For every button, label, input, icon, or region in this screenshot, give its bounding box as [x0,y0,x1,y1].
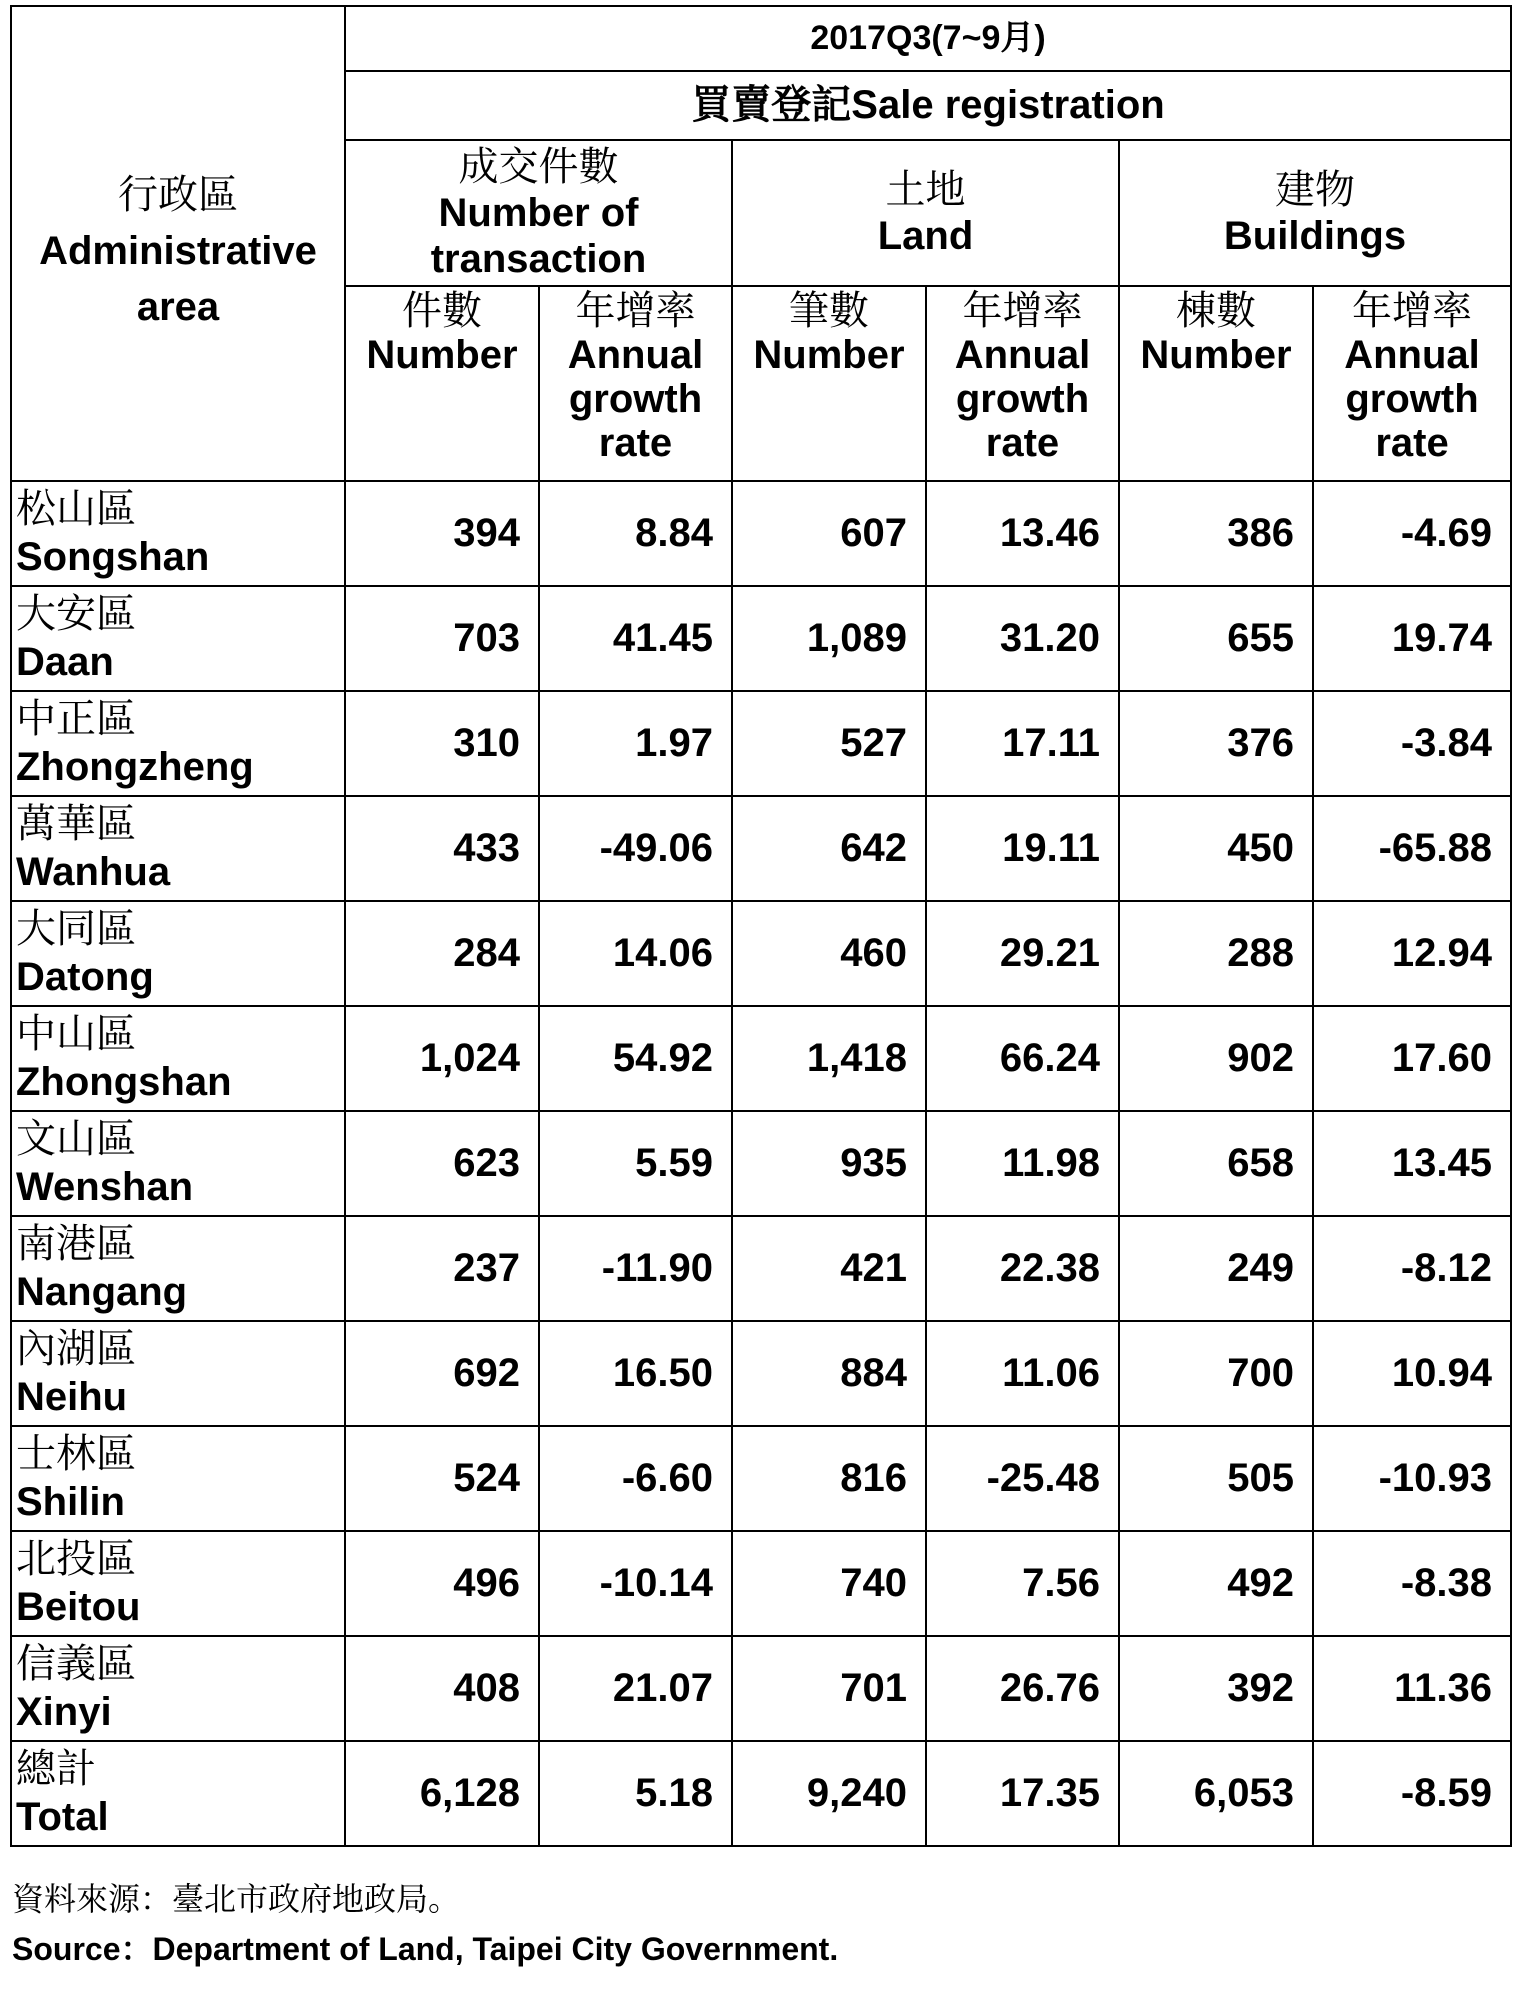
land-growth-cell: 13.46 [926,481,1119,586]
buildings-header-en: Buildings [1223,214,1407,258]
area-name-zh: 文山區 [16,1117,136,1162]
transactions-number-header [345,286,539,481]
transactions-header-en-1: Number of [438,191,639,235]
transactions-growth-cell: -10.14 [539,1531,732,1636]
buildings-number-cell: 658 [1119,1111,1313,1216]
subheader-zh: 件數 [402,289,482,333]
area-name-en: Wenshan [16,1164,194,1209]
land-number-cell: 421 [732,1216,926,1321]
source-note-zh: 資料來源：臺北市政府地政局。 [12,1881,461,1917]
sale-registration-table [10,5,1512,1847]
table-row [11,901,1511,1006]
land-number-cell: 701 [732,1636,926,1741]
transactions-growth-cell: -6.60 [539,1426,732,1531]
transactions-header-en-2: transaction [430,237,647,281]
buildings-number-cell: 450 [1119,796,1313,901]
land-growth-cell: 11.06 [926,1321,1119,1426]
area-name-zh: 南港區 [16,1222,136,1267]
table-row [11,796,1511,901]
area-name-en: Xinyi [16,1689,112,1734]
land-number-cell: 460 [732,901,926,1006]
buildings-number-cell: 392 [1119,1636,1313,1741]
land-growth-cell: -25.48 [926,1426,1119,1531]
buildings-number-cell: 6,053 [1119,1741,1313,1846]
transactions-growth-cell: 5.18 [539,1741,732,1846]
buildings-growth-cell: 12.94 [1313,901,1511,1006]
area-name-zh: 大安區 [16,592,136,637]
subheader-en: rate [1375,421,1449,465]
buildings-growth-cell: -8.38 [1313,1531,1511,1636]
transactions-growth-cell: 54.92 [539,1006,732,1111]
area-name-zh: 松山區 [16,487,136,532]
transactions-number-cell: 408 [345,1636,539,1741]
buildings-growth-header [1313,286,1511,481]
transactions-number-cell: 703 [345,586,539,691]
transactions-number-cell: 623 [345,1111,539,1216]
subheader-en: Annual [1344,333,1480,377]
buildings-growth-cell: -8.59 [1313,1741,1511,1846]
area-name-zh: 北投區 [16,1537,136,1582]
transactions-growth-cell: 21.07 [539,1636,732,1741]
land-number-cell: 740 [732,1531,926,1636]
subheader-en: growth [955,377,1090,421]
statistics-sheet [10,5,1510,1847]
area-column-header [11,6,345,481]
area-name-en: Neihu [16,1374,128,1419]
buildings-header-zh: 建物 [1275,168,1356,212]
buildings-number-cell: 249 [1119,1216,1313,1321]
land-growth-cell: 19.11 [926,796,1119,901]
transactions-number-cell: 394 [345,481,539,586]
transactions-growth-cell: 8.84 [539,481,732,586]
land-growth-cell: 22.38 [926,1216,1119,1321]
table-row [11,1111,1511,1216]
area-name-en: Shilin [16,1479,125,1524]
area-name-en: Daan [16,639,114,684]
land-number-cell: 884 [732,1321,926,1426]
table-row [11,691,1511,796]
land-growth-cell: 11.98 [926,1111,1119,1216]
area-name-en: Total [16,1794,109,1839]
buildings-group-header [1119,140,1511,286]
area-name-en: Wanhua [16,849,171,894]
area-cell [11,1321,345,1426]
transactions-growth-cell: 16.50 [539,1321,732,1426]
area-cell [11,1216,345,1321]
table-row [11,1321,1511,1426]
land-growth-cell: 31.20 [926,586,1119,691]
subheader-en: rate [985,421,1060,465]
buildings-growth-cell: 10.94 [1313,1321,1511,1426]
transactions-number-cell: 524 [345,1426,539,1531]
buildings-number-cell: 902 [1119,1006,1313,1111]
area-cell [11,1006,345,1111]
transactions-number-cell: 284 [345,901,539,1006]
subheader-en: Number [1140,333,1292,377]
land-group-header [732,140,1119,286]
buildings-growth-cell: -10.93 [1313,1426,1511,1531]
registration-header: 買賣登記Sale registration [345,71,1511,140]
area-name-zh: 大同區 [16,907,136,952]
land-header-en: Land [877,214,974,258]
subheader-zh: 年增率 [1352,289,1473,333]
transactions-number-cell: 237 [345,1216,539,1321]
area-header-zh: 行政區 [118,173,238,217]
table-row [11,586,1511,691]
table-row [11,1216,1511,1321]
subheader-zh: 棟數 [1176,289,1256,333]
land-growth-cell: 17.35 [926,1741,1119,1846]
area-cell [11,1426,345,1531]
area-name-zh: 信義區 [16,1642,136,1687]
area-name-zh: 中山區 [16,1012,136,1057]
buildings-number-cell: 386 [1119,481,1313,586]
land-growth-cell: 26.76 [926,1636,1119,1741]
area-name-en: Songshan [16,534,210,579]
subheader-en: Annual [954,333,1091,377]
table-row [11,1426,1511,1531]
area-cell [11,1531,345,1636]
buildings-number-cell: 376 [1119,691,1313,796]
area-name-zh: 中正區 [16,697,136,742]
area-name-zh: 士林區 [16,1432,136,1477]
transactions-number-cell: 433 [345,796,539,901]
land-number-cell: 1,418 [732,1006,926,1111]
transactions-growth-cell: 41.45 [539,586,732,691]
buildings-number-header [1119,286,1313,481]
transactions-growth-cell: 5.59 [539,1111,732,1216]
land-number-cell: 9,240 [732,1741,926,1846]
transactions-header-zh: 成交件數 [458,145,619,189]
land-growth-cell: 29.21 [926,901,1119,1006]
buildings-growth-cell: 11.36 [1313,1636,1511,1741]
subheader-zh: 年增率 [575,289,696,333]
land-number-cell: 1,089 [732,586,926,691]
subheader-zh: 年增率 [962,289,1083,333]
land-growth-cell: 66.24 [926,1006,1119,1111]
land-number-cell: 935 [732,1111,926,1216]
table-row [11,1531,1511,1636]
area-name-en: Datong [16,954,154,999]
area-name-en: Zhongshan [16,1059,232,1104]
buildings-number-cell: 700 [1119,1321,1313,1426]
land-growth-header [926,286,1119,481]
buildings-number-cell: 288 [1119,901,1313,1006]
area-name-en: Beitou [16,1584,141,1629]
buildings-growth-cell: -65.88 [1313,796,1511,901]
buildings-number-cell: 505 [1119,1426,1313,1531]
source-note [12,1875,838,1974]
buildings-growth-cell: 13.45 [1313,1111,1511,1216]
subheader-en: Number [753,333,905,377]
area-name-zh: 萬華區 [16,802,136,847]
buildings-growth-cell: -4.69 [1313,481,1511,586]
area-cell [11,586,345,691]
land-number-cell: 642 [732,796,926,901]
transactions-number-cell: 310 [345,691,539,796]
subheader-en: Number [366,333,518,377]
area-cell [11,796,345,901]
buildings-number-cell: 492 [1119,1531,1313,1636]
area-cell [11,1636,345,1741]
table-row [11,1006,1511,1111]
land-header-zh: 土地 [885,168,966,212]
buildings-growth-cell: 17.60 [1313,1006,1511,1111]
transactions-number-cell: 6,128 [345,1741,539,1846]
table-row [11,1741,1511,1846]
buildings-growth-cell: -3.84 [1313,691,1511,796]
transactions-growth-cell: 1.97 [539,691,732,796]
area-name-en: Zhongzheng [16,744,254,789]
land-growth-cell: 7.56 [926,1531,1119,1636]
area-name-zh: 內湖區 [16,1327,136,1372]
land-growth-cell: 17.11 [926,691,1119,796]
area-header-en-1: Administrative [39,229,317,273]
buildings-growth-cell: 19.74 [1313,586,1511,691]
area-cell [11,1111,345,1216]
area-name-zh: 總計 [16,1747,96,1792]
transactions-group-header [345,140,732,286]
subheader-en: growth [1345,377,1479,421]
area-name-en: Nangang [16,1269,188,1314]
land-number-cell: 816 [732,1426,926,1531]
source-note-en: Source：Department of Land, Taipei City Government. [12,1930,839,1967]
transactions-growth-cell: -49.06 [539,796,732,901]
buildings-growth-cell: -8.12 [1313,1216,1511,1321]
land-number-cell: 527 [732,691,926,796]
transactions-number-cell: 692 [345,1321,539,1426]
subheader-en: growth [568,377,703,421]
area-cell [11,481,345,586]
area-cell [11,1741,345,1846]
land-number-cell: 607 [732,481,926,586]
transactions-growth-cell: -11.90 [539,1216,732,1321]
area-header-en-2: area [136,285,220,329]
subheader-zh: 筆數 [789,289,869,333]
table-row [11,1636,1511,1741]
area-cell [11,901,345,1006]
transactions-number-cell: 1,024 [345,1006,539,1111]
area-cell [11,691,345,796]
subheader-en: rate [598,421,673,465]
buildings-number-cell: 655 [1119,586,1313,691]
table-row [11,481,1511,586]
transactions-growth-header [539,286,732,481]
land-number-header [732,286,926,481]
subheader-en: Annual [567,333,704,377]
transactions-number-cell: 496 [345,1531,539,1636]
transactions-growth-cell: 14.06 [539,901,732,1006]
period-header: 2017Q3(7~9月) [345,6,1511,71]
